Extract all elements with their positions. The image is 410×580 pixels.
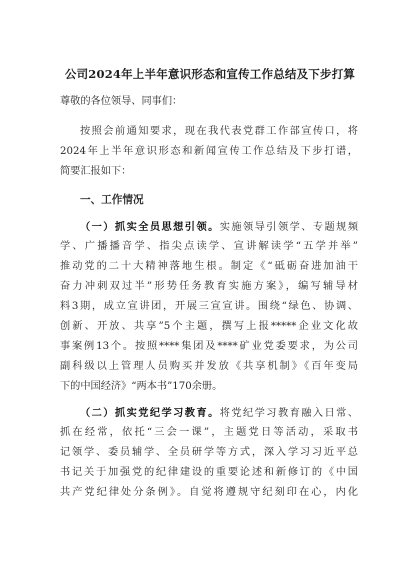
item1-first-line	[80, 219, 358, 236]
item2-first-line	[80, 405, 358, 422]
item1-line-6: 创新、开放、共享”5个主题，撰写上报*****企业文化故	[60, 321, 358, 332]
item1-line-2: 学、广播播音学、指尖点读学、宣讲解读学“五学并举”	[60, 241, 358, 252]
intro-line-2: 2024年上半年意识形态和新闻宣传工作总结及下步打谱，	[60, 146, 358, 157]
item2-line-3: 记领学、委员辅学、全员研学等方式，深入学习习近平总	[60, 447, 358, 458]
intro-line-3: 简要汇报如下：	[60, 166, 132, 177]
item1-line-5: 料3期，成立宣讲团，开展三宣宣讲。围绕“绿色、协调、	[60, 301, 358, 312]
item1-line-4: 奋力冲刺双过半”形势任务教育实施方案》，编写辅导材	[60, 281, 358, 292]
item2-heading: （二）抓实党纪学习教育。	[80, 407, 220, 419]
item1-heading: （一）抓实全员思想引领。	[80, 221, 220, 233]
item1-line-8: 副科级以上管理人员购买并发放《共享机制》《百年变局	[60, 361, 358, 372]
salutation: 尊敬的各位领导、同事们：	[60, 96, 183, 107]
intro-line-1: 按照会前通知要求，现在我代表党群工作部宣传口，将	[80, 126, 358, 137]
item1-line-3: 推动党的二十大精神落地生根。制定《“砥砺奋进加油干	[60, 261, 358, 272]
item2-line-5: 共产党纪律处分条例》。自觉将遵规守纪刻印在心，内化	[60, 487, 358, 498]
item2-line-4: 书记关于加强党的纪律建设的重要论述和新修订的《中国	[60, 467, 358, 478]
item1-line-7: 事案例13个。按照****集团及****矿业党委要求，为公司	[60, 341, 358, 352]
item1-line-9: 下的中国经济》“两本书”170余册。	[60, 381, 223, 392]
section-heading-work-status: 一、工作情况	[80, 194, 144, 206]
item2-line-2: 抓在经常，依托“三会一课”，主题党日等活动，采取书	[60, 427, 358, 438]
item1-first-line-text: 实施领导引领学、专题规频	[219, 222, 359, 233]
document-title: 公司2024年上半年意识形态和宣传工作总结及下步打算	[64, 67, 356, 81]
item2-first-line-text: 将党纪学习教育融入日常、	[219, 408, 359, 419]
